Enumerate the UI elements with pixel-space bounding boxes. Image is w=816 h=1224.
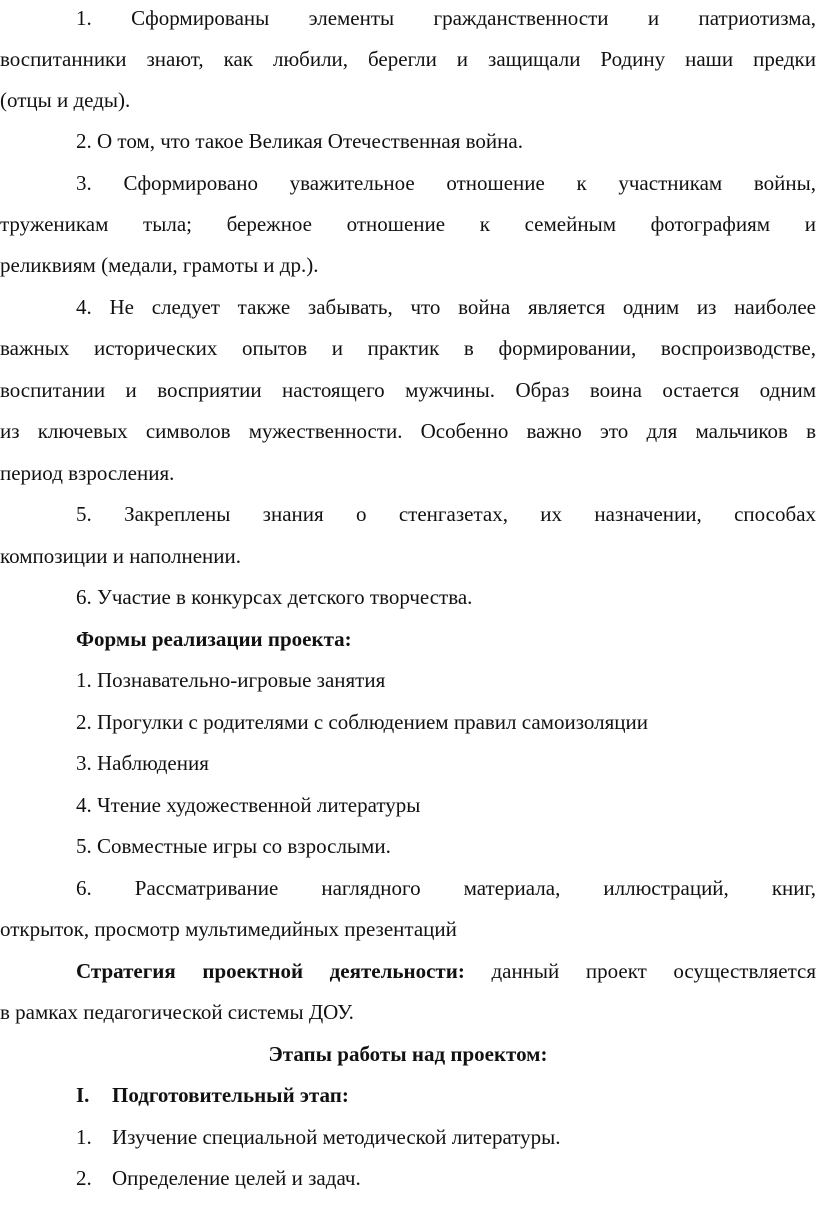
result-3: [0, 168, 816, 198]
list-number: 1.: [76, 1125, 92, 1149]
forms-heading: [0, 624, 816, 654]
list-number: 2.: [76, 1166, 92, 1190]
paragraph-line: [76, 168, 816, 198]
list-item-text: Прогулки с родителями с соблюдением правил самоизоляции: [97, 710, 648, 734]
section-number: I.: [76, 1083, 90, 1107]
result-1: [0, 3, 816, 33]
list-number: 1.: [76, 6, 92, 30]
paragraph-line: [0, 250, 816, 280]
list-number: 2.: [76, 129, 92, 153]
paragraph-text: данный проект осуществляется: [491, 959, 816, 983]
paragraph-line: [0, 44, 816, 74]
paragraph-line: [76, 292, 816, 322]
stages-heading: [0, 1039, 816, 1069]
forms-item-5: [0, 831, 816, 861]
paragraph-line: [0, 375, 816, 405]
list-item: [76, 707, 648, 737]
list-item-text: Познавательно-игровые занятия: [97, 668, 386, 692]
strategy-paragraph: [0, 956, 816, 986]
paragraph-text: из ключевых символов мужественности. Особенно важно это для мальчиков в: [0, 419, 816, 443]
list-number: 2.: [76, 710, 92, 734]
list-item: [76, 790, 420, 820]
list-number: 4.: [76, 295, 92, 319]
strategy-label: Стратегия проектной деятельности:: [76, 959, 465, 983]
result-2: [0, 126, 816, 156]
list-item-text: Рассматривание наглядного материала, иллюстраций, книг,: [134, 876, 816, 900]
paragraph-line: [76, 499, 816, 529]
list-number: 6.: [76, 585, 92, 609]
list-item-text: открыток, просмотр мультимедийных презентаций: [0, 917, 457, 941]
paragraph-text: (отцы и деды).: [0, 88, 131, 112]
paragraph-line: [76, 3, 816, 33]
section-heading: Формы реализации проекта:: [76, 627, 352, 651]
list-number: 5.: [76, 834, 92, 858]
list-item: [76, 665, 385, 695]
paragraph-text: воспитанники знают, как любили, берегли и защищали Родину наши предки: [0, 47, 816, 71]
forms-item-6: [0, 873, 816, 903]
list-item: [76, 831, 391, 861]
list-item: [76, 873, 816, 903]
list-number: 3.: [76, 171, 92, 195]
paragraph-text: Закреплены знания о стенгазетах, их назначении, способах: [124, 502, 816, 526]
paragraph-text: О том, что такое Великая Отечественная война.: [97, 129, 523, 153]
section-heading: Этапы работы над проектом:: [268, 1042, 548, 1066]
stage-item-1: [0, 1122, 816, 1152]
list-item-text: Изучение специальной методической литературы.: [112, 1125, 561, 1149]
paragraph-line: [0, 914, 816, 944]
forms-item-4: [0, 790, 816, 820]
result-5: [0, 499, 816, 529]
paragraph-text: Участие в конкурсах детского творчества.: [97, 585, 473, 609]
paragraph-text: реликвиям (медали, грамоты и др.).: [0, 253, 319, 277]
list-item-text: Определение целей и задач.: [112, 1166, 361, 1190]
list-item-text: Совместные игры со взрослыми.: [97, 834, 391, 858]
section-title: Подготовительный этап:: [112, 1083, 349, 1107]
paragraph-text: важных исторических опытов и практик в формировании, воспроизводстве,: [0, 336, 816, 360]
forms-item-2: [0, 707, 816, 737]
paragraph-line: [76, 956, 816, 986]
paragraph-text: Не следует также забывать, что война является одним из наиболее: [109, 295, 816, 319]
paragraph-line: [0, 209, 816, 239]
paragraph-line: [0, 85, 816, 115]
paragraph-text: воспитании и восприятии настоящего мужчины. Образ воина остается одним: [0, 378, 816, 402]
list-item-text: Наблюдения: [97, 751, 209, 775]
paragraph-text: в рамках педагогической системы ДОУ.: [0, 1000, 354, 1024]
list-number: 5.: [76, 502, 92, 526]
paragraph-text: Сформировано уважительное отношение к участникам войны,: [123, 171, 816, 195]
stage-section: [0, 1080, 816, 1110]
list-number: 1.: [76, 668, 92, 692]
paragraph-line: [0, 997, 816, 1027]
paragraph-line: [0, 333, 816, 363]
paragraph-line: [0, 541, 816, 571]
paragraph-line: [0, 458, 816, 488]
result-6: [0, 582, 816, 612]
stage-item-2: [0, 1163, 816, 1193]
paragraph-text: труженикам тыла; бережное отношение к семейным фотографиям и: [0, 212, 816, 236]
paragraph-line: [0, 416, 816, 446]
paragraph-text: Сформированы элементы гражданственности и патриотизма,: [131, 6, 816, 30]
list-item-text: Чтение художественной литературы: [97, 793, 421, 817]
paragraph-line: [76, 582, 472, 612]
paragraph-line: [76, 126, 523, 156]
list-number: 4.: [76, 793, 92, 817]
paragraph-text: период взросления.: [0, 461, 175, 485]
list-number: 6.: [76, 876, 92, 900]
list-item: [76, 748, 209, 778]
forms-item-3: [0, 748, 816, 778]
paragraph-text: композиции и наполнении.: [0, 544, 241, 568]
list-number: 3.: [76, 751, 92, 775]
result-4: [0, 292, 816, 322]
forms-item-1: [0, 665, 816, 695]
